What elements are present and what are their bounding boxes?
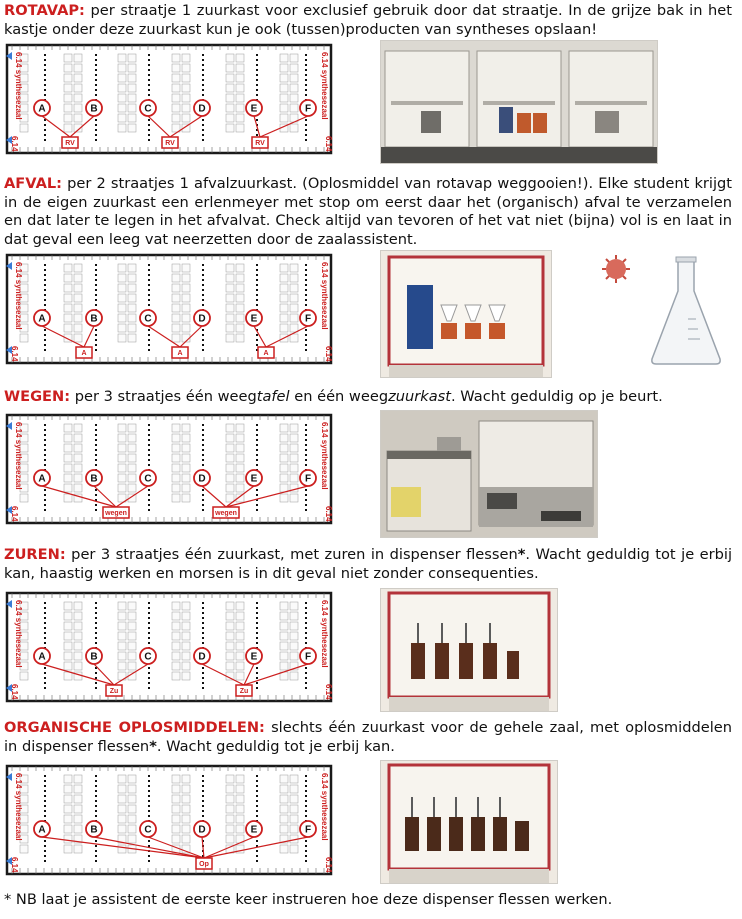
station-label: F xyxy=(304,313,312,325)
station-label: E xyxy=(250,473,258,485)
rotavap-paragraph xyxy=(4,2,732,39)
target-label: Zu xyxy=(239,688,249,695)
wegen-text-zuurkast: zuurkast xyxy=(388,388,451,405)
target-label: RV xyxy=(255,140,265,147)
oplosmiddelen-photo-drawing xyxy=(381,761,557,883)
station-label: A xyxy=(38,824,46,836)
floor-plan-svg xyxy=(4,763,334,879)
zuren-heading: ZUREN: xyxy=(4,546,66,563)
station-label: A xyxy=(38,473,46,485)
station-label: F xyxy=(304,103,312,115)
station-label: D xyxy=(198,473,206,485)
room-number-left: 6.14 xyxy=(10,684,19,700)
room-label-left: 6.14 synthesezaal xyxy=(14,422,23,490)
oplosmiddelen-asterisk: * xyxy=(149,737,157,755)
station-label: A xyxy=(38,313,46,325)
room-number-left: 6.14 xyxy=(10,136,19,152)
target-label: RV xyxy=(65,140,75,147)
oplosmiddelen-floor-plan xyxy=(4,763,334,879)
station-label: C xyxy=(144,313,152,325)
room-label-left: 6.14 synthesezaal xyxy=(14,52,23,120)
rotavap-text: per straatje 1 zuurkast voor exclusief gebruik door dat straatje. In de grijze bak in het kastje onder deze zuurkast kun je ook (tussen)producten van syntheses opslaan! xyxy=(4,2,732,38)
station-label: D xyxy=(198,313,206,325)
oplosmiddelen-text-2: . Wacht geduldig tot je erbij kan. xyxy=(156,737,395,755)
target-label: wegen xyxy=(215,510,237,517)
zuren-photo-drawing xyxy=(381,589,557,711)
afval-photo-drawing xyxy=(381,251,551,377)
room-number-right: 6.14 xyxy=(324,136,333,152)
organische-oplosmiddelen-paragraph xyxy=(4,719,732,756)
floor-plan-svg xyxy=(4,590,334,706)
zuren-floor-plan xyxy=(4,590,334,706)
zuren-text-2: . Wacht geduldig tot je erbij kan, haastig werken en morsen is in dit geval niet zonder consequenties. xyxy=(4,546,733,582)
wegen-text-1: per 3 straatjes één weeg xyxy=(70,388,257,405)
target-label: wegen xyxy=(105,510,127,517)
station-label: B xyxy=(90,313,98,325)
room-label-right: 6.14 synthesezaal xyxy=(320,52,329,120)
station-label: E xyxy=(250,824,258,836)
station-label: C xyxy=(144,824,152,836)
floor-plan-svg xyxy=(4,42,334,158)
room-label-left: 6.14 synthesezaal xyxy=(14,600,23,668)
station-label: F xyxy=(304,824,312,836)
zuren-asterisk: * xyxy=(517,546,526,563)
room-number-left: 6.14 xyxy=(10,857,19,873)
station-label: E xyxy=(250,103,258,115)
room-number-right: 6.14 xyxy=(324,506,333,522)
station-label: D xyxy=(198,651,206,663)
station-label: C xyxy=(144,473,152,485)
wegen-text-tafel: tafel xyxy=(256,388,290,405)
station-label: C xyxy=(144,651,152,663)
station-label: B xyxy=(90,651,98,663)
afval-fume-hood-photo xyxy=(380,250,552,378)
target-label: Zu xyxy=(109,688,119,695)
station-label: B xyxy=(90,824,98,836)
rotavap-floor-plan xyxy=(4,42,334,158)
target-label: Op xyxy=(199,861,209,868)
station-label: D xyxy=(198,824,206,836)
zuren-fume-hood-photo xyxy=(380,588,558,712)
zuren-paragraph xyxy=(4,546,732,583)
room-number-left: 6.14 xyxy=(10,346,19,362)
wegen-text-3: . Wacht geduldig op je beurt. xyxy=(450,388,663,405)
station-label: F xyxy=(304,651,312,663)
station-label: A xyxy=(38,651,46,663)
afval-heading: AFVAL: xyxy=(4,175,62,192)
room-label-right: 6.14 synthesezaal xyxy=(320,422,329,490)
wegen-paragraph xyxy=(4,388,732,407)
footnote: * NB laat je assistent de eerste keer instrueren hoe deze dispenser flessen werken. xyxy=(4,891,613,908)
room-label-right: 6.14 synthesezaal xyxy=(320,262,329,330)
virus-icon xyxy=(600,253,632,285)
room-number-right: 6.14 xyxy=(324,346,333,362)
rotavap-photo-drawing xyxy=(381,41,657,163)
station-label: E xyxy=(250,651,258,663)
wegen-photo-drawing xyxy=(381,411,597,537)
organische-oplosmiddelen-heading: ORGANISCHE OPLOSMIDDELEN: xyxy=(4,719,265,736)
station-label: E xyxy=(250,313,258,325)
floor-plan-svg xyxy=(4,252,334,368)
afval-text: per 2 straatjes 1 afvalzuurkast. (Oplosmiddel van rotavap weggooien!). Elke student krijgt in de eigen zuurkast een erlenmeyer met stop om eerst daar het (organisch) afval te verzamelen en dat later te legen in het afvalvat. Check altijd van tevoren of het vat niet (bijna) vol is en laat in dat geval een leeg vat neerzetten door de zaalassistent. xyxy=(4,175,732,248)
station-label: D xyxy=(198,103,206,115)
rotavap-fume-hood-photo xyxy=(380,40,658,164)
afval-floor-plan xyxy=(4,252,334,368)
oplosmiddelen-text-1: slechts één zuurkast voor de gehele zaal, met oplosmiddelen in dispenser flessen xyxy=(4,719,732,755)
wegen-photo xyxy=(380,410,598,538)
room-number-right: 6.14 xyxy=(324,857,333,873)
target-label: RV xyxy=(165,140,175,147)
station-label: A xyxy=(38,103,46,115)
wegen-floor-plan xyxy=(4,412,334,528)
rotavap-heading: ROTAVAP: xyxy=(4,2,85,19)
floor-plan-svg xyxy=(4,412,334,528)
station-label: B xyxy=(90,473,98,485)
room-label-right: 6.14 synthesezaal xyxy=(320,600,329,668)
room-number-right: 6.14 xyxy=(324,684,333,700)
wegen-text-2: en één weeg xyxy=(289,388,389,405)
station-label: C xyxy=(144,103,152,115)
afval-paragraph xyxy=(4,175,732,249)
target-label: A xyxy=(81,350,87,357)
room-label-left: 6.14 synthesezaal xyxy=(14,262,23,330)
station-label: F xyxy=(304,473,312,485)
station-label: B xyxy=(90,103,98,115)
erlenmeyer-flask-icon xyxy=(648,255,724,367)
wegen-heading: WEGEN: xyxy=(4,388,71,405)
target-label: A xyxy=(177,350,183,357)
zuren-text-1: per 3 straatjes één zuurkast, met zuren in dispenser flessen xyxy=(65,546,518,563)
oplosmiddelen-fume-hood-photo xyxy=(380,760,558,884)
target-label: A xyxy=(263,350,269,357)
room-label-left: 6.14 synthesezaal xyxy=(14,773,23,841)
room-number-left: 6.14 xyxy=(10,506,19,522)
room-label-right: 6.14 synthesezaal xyxy=(320,773,329,841)
